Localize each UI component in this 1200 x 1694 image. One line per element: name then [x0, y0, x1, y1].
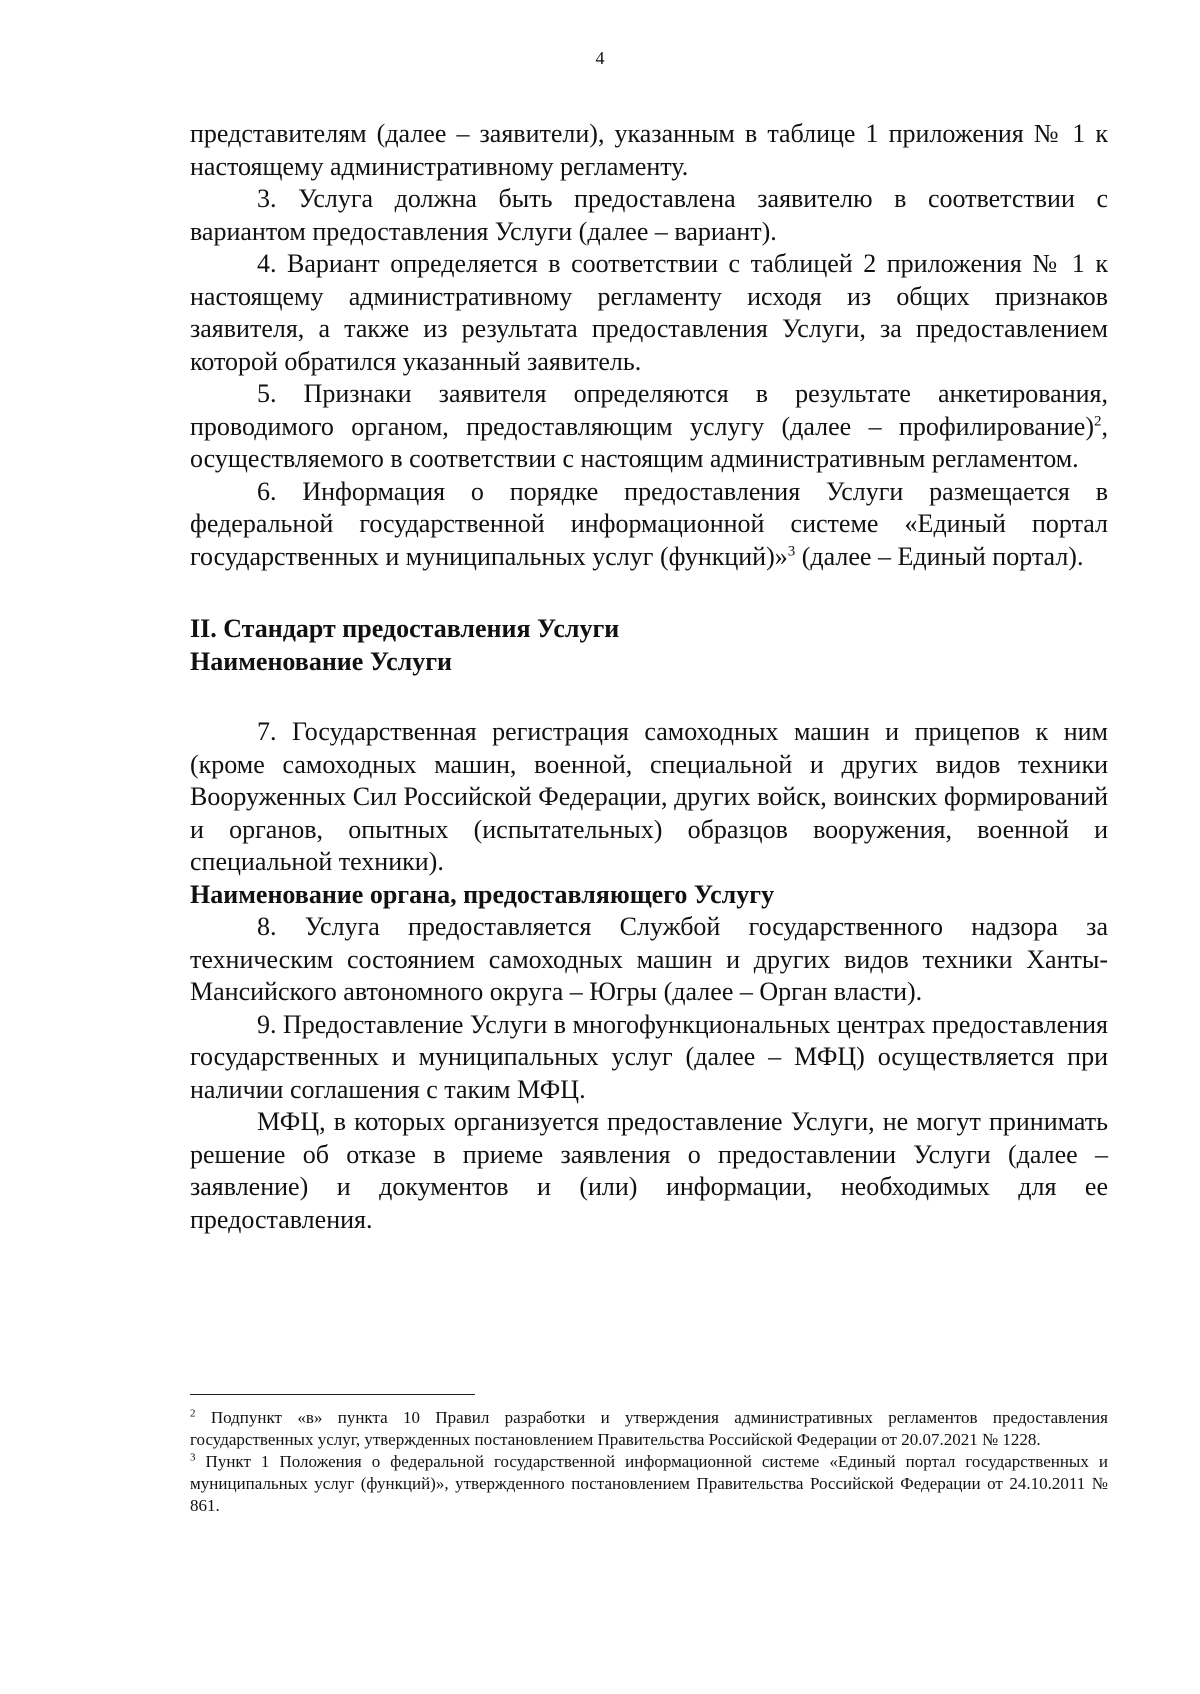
paragraph-8: 8. Услуга предоставляется Службой государственного надзора за техническим состоянием самоходных машин и других видов техники Ханты-Мансийского автономного округа – Югры (далее – Орган власти). — [190, 912, 1108, 1006]
paragraph-6-text-a: 6. Информация о порядке предоставления Услуги размещается в федеральной государственной информационной системе «Единый портал государственных и муниципальных услуг (функций)» — [190, 476, 1108, 571]
subheading-organ-name: Наименование органа, предоставляющего Услугу — [190, 879, 775, 909]
paragraph-4: 4. Вариант определяется в соответствии с таблицей 2 приложения № 1 к настоящему административному регламенту исходя из общих признаков заявителя, а также из результата предоставления Услуги, за предоставлением которой обратился указанный заявитель. — [190, 249, 1108, 376]
footnote-divider — [190, 1394, 475, 1395]
paragraph-5-text-b: , осуществляемого в соответствии с настоящим административным регламентом. — [190, 411, 1108, 473]
paragraph-3: 3. Услуга должна быть предоставлена заявителю в соответствии с вариантом предоставления Услуги (далее – вариант). — [190, 184, 1108, 246]
footnote-3-text: Пункт 1 Положения о федеральной государственной информационной системе «Единый портал государственных и муниципальных услуг (функций)», утвержденного постановлением Правительства Российской Федерации от 24.10.2011 № 861. — [190, 1452, 1108, 1515]
paragraph-5 — [190, 378, 1108, 476]
footnote-3 — [190, 1451, 1108, 1517]
footnote-ref-2: 2 — [1094, 412, 1102, 429]
section-title: II. Стандарт предоставления Услуги — [190, 614, 620, 643]
footnote-mark-3: 3 — [190, 1451, 196, 1464]
footnote-2-text: Подпункт «в» пункта 10 Правил разработки и утверждения административных регламентов предоставления государственных услуг, утвержденных постановлением Правительства Российской Федерации от 20.07.2021 № 1228. — [190, 1408, 1108, 1449]
footnote-2 — [190, 1407, 1108, 1451]
page-number: 4 — [595, 48, 605, 68]
footnote-ref-3: 3 — [787, 542, 796, 559]
paragraph-6-text-b: (далее – Единый портал). — [795, 541, 1084, 571]
paragraph-7: 7. Государственная регистрация самоходных машин и прицепов к ним (кроме самоходных машин, военной, специальной и других видов техники Вооруженных Сил Российской Федерации, других войск, воинских формирований и органов, опытных (испытательных) образцов вооружения, военной и специальной техники). — [190, 717, 1108, 876]
footnotes — [190, 1394, 1108, 1517]
paragraph-9-continued: МФЦ, в которых организуется предоставление Услуги, не могут принимать решение об отказе в приеме заявления о предоставлении Услуги (далее – заявление) и документов и (или) информации, необходимых для ее предоставления. — [190, 1107, 1108, 1234]
subheading-service-name: Наименование Услуги — [190, 646, 453, 676]
paragraph-6 — [190, 476, 1108, 574]
footnote-mark-2: 2 — [190, 1407, 196, 1420]
paragraph-continuation: представителям (далее – заявители), указанным в таблице 1 приложения № 1 к настоящему административному регламенту. — [190, 119, 1108, 181]
paragraph-9: 9. Предоставление Услуги в многофункциональных центрах предоставления государственных и муниципальных услуг (далее – МФЦ) осуществляется при наличии соглашения с таким МФЦ. — [190, 1009, 1109, 1104]
paragraph-5-text-a: 5. Признаки заявителя определяются в результате анкетирования, проводимого органом, предоставляющим услугу (далее – профилирование) — [190, 379, 1108, 441]
document-body — [190, 118, 1108, 1236]
